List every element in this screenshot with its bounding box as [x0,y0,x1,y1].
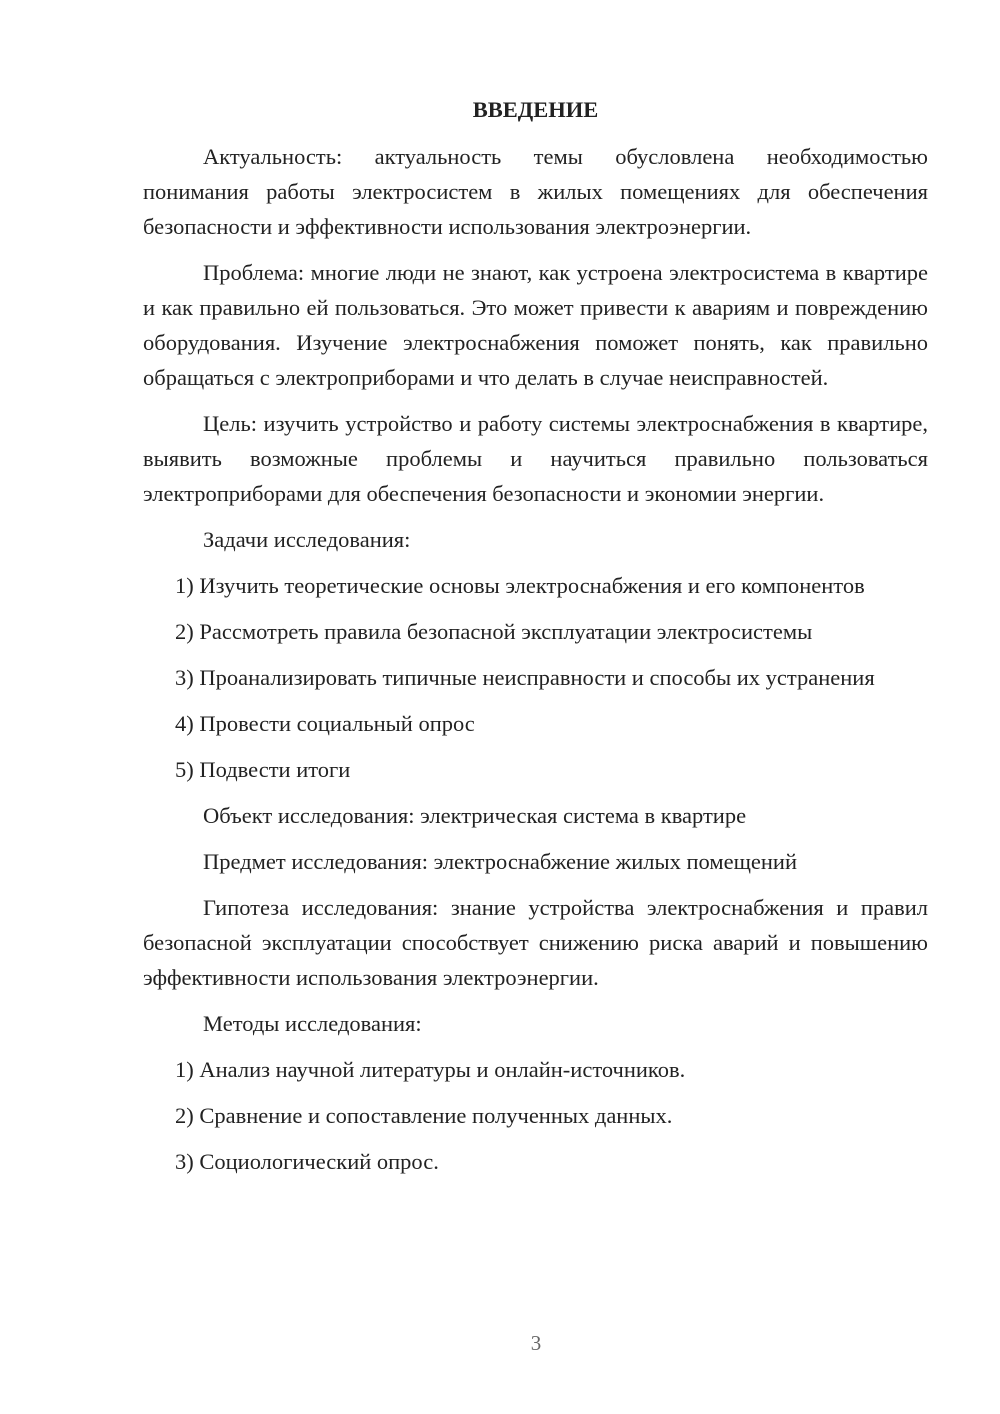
method-item: 3) Социологический опрос. [175,1149,439,1174]
method-item: 1) Анализ научной литературы и онлайн-источников. [175,1057,686,1082]
subject-paragraph: Предмет исследования: электроснабжение жилых помещений [203,849,797,874]
object-paragraph: Объект исследования: электрическая система в квартире [203,803,747,828]
hypothesis-paragraph: Гипотеза исследования: знание устройства электроснабжения и правил безопасной эксплуатации способствует снижению риска аварий и повышению эффективности использования электроэнергии. [143,895,928,990]
section-title: ВВЕДЕНИЕ [472,97,599,122]
task-item: 1) Изучить теоретические основы электроснабжения и его компонентов [175,573,865,598]
tasks-heading: Задачи исследования: [203,527,411,552]
method-item: 2) Сравнение и сопоставление полученных данных. [175,1103,673,1128]
problem-paragraph: Проблема: многие люди не знают, как устроена электросистема в квартире и как правильно ей пользоваться. Это может привести к авариям и повреждению оборудования. Изучение электроснабжения поможет понять, как правильно обращаться с электроприборами и что делать в случае неисправностей. [143,260,928,390]
methods-heading: Методы исследования: [203,1011,422,1036]
goal-paragraph: Цель: изучить устройство и работу системы электроснабжения в квартире, выявить возможные проблемы и научиться правильно пользоваться электроприборами для обеспечения безопасности и экономии энергии. [143,411,928,506]
task-item: 2) Рассмотреть правила безопасной эксплуатации электросистемы [175,619,813,644]
page-content [143,92,928,1190]
relevance-paragraph: Актуальность: актуальность темы обусловлена необходимостью понимания работы электросистем в жилых помещениях для обеспечения безопасности и эффективности использования электроэнергии. [143,144,928,239]
task-item: 5) Подвести итоги [175,757,351,782]
page-number: 3 [530,1331,542,1355]
task-item: 3) Проанализировать типичные неисправности и способы их устранения [175,665,875,690]
task-item: 4) Провести социальный опрос [175,711,475,736]
